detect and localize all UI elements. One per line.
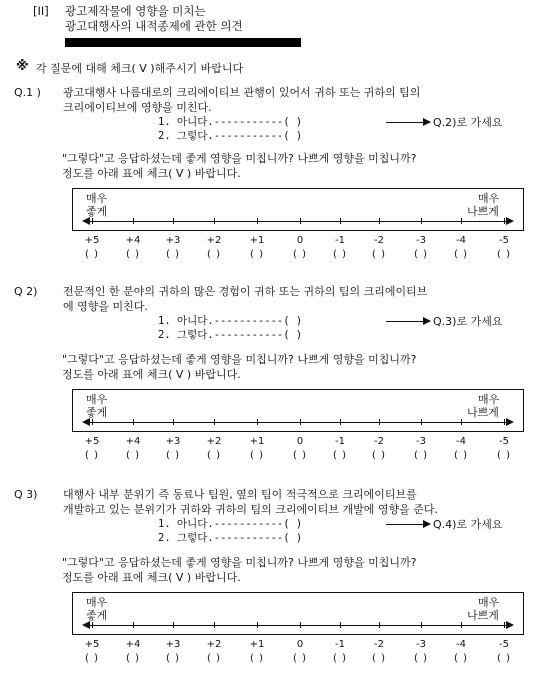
scale-tick: [133, 419, 134, 425]
scale-tick: [504, 622, 505, 628]
scale-point-label: -3: [416, 235, 426, 246]
scale-checkbox[interactable]: ( ): [333, 450, 347, 461]
scale-checkbox[interactable]: ( ): [250, 653, 264, 664]
scale-point-label: -3: [416, 639, 426, 650]
scale-tick: [257, 622, 258, 628]
scale-tick: [421, 419, 422, 425]
scale-point-label: +4: [125, 436, 141, 447]
scale-right-label-1: 매우: [478, 596, 500, 609]
scale-checkbox[interactable]: ( ): [497, 450, 511, 461]
question-text-line-1: 전문적인 한 분야의 귀하의 많은 경험이 귀하 또는 귀하의 팀의 크리에이티브: [63, 285, 428, 298]
scale-tick: [379, 419, 380, 425]
scale-tick: [214, 218, 215, 224]
question-text-line-2: 에 영향을 미친다.: [63, 300, 148, 313]
followup-question: "그렇다"고 응답하셨는데 좋게 영향을 미칩니까? 나쁘게 영향을 미칩니까?: [62, 556, 417, 569]
scale-tick: [421, 622, 422, 628]
scale-checkbox[interactable]: ( ): [414, 450, 428, 461]
scale-point-label: -2: [374, 436, 384, 447]
scale-checkbox[interactable]: ( ): [126, 450, 140, 461]
scale-right-label-2: 나쁘게: [467, 609, 499, 622]
scale-point-label: -4: [456, 436, 466, 447]
scale-tick: [340, 622, 341, 628]
option-yes[interactable]: 2. 그렇다.-----------( ): [158, 329, 303, 341]
scale-checkbox[interactable]: ( ): [454, 249, 468, 260]
scale-point-label: -5: [499, 639, 509, 650]
scale-point-label: -1: [335, 436, 345, 447]
rating-scale-box: [72, 592, 524, 635]
scale-point-label: +1: [249, 436, 265, 447]
title-line-2: 광고대행사의 내적종제에 관한 의견: [65, 19, 243, 33]
option-yes[interactable]: 2. 그렇다.-----------( ): [158, 532, 303, 544]
question-text-line-1: 대행사 내부 분위기 즉 동료나 팀원, 옆의 팀이 적극적으로 크리에이티브를: [63, 488, 417, 501]
scale-tick: [421, 218, 422, 224]
scale-tick: [214, 419, 215, 425]
scale-checkbox[interactable]: ( ): [126, 249, 140, 260]
scale-axis-arrow: [84, 422, 512, 423]
followup-question: "그렇다"고 응답하셨는데 좋게 영향을 미칩니까? 나쁘게 영향을 미칩니까?: [62, 353, 417, 366]
scale-checkbox[interactable]: ( ): [207, 450, 221, 461]
scale-tick: [173, 622, 174, 628]
option-no[interactable]: 1. 아니다.-----------( ): [158, 518, 303, 530]
scale-checkbox[interactable]: ( ): [166, 249, 180, 260]
scale-point-label: +2: [206, 235, 222, 246]
question-number: Q 3): [14, 488, 38, 501]
scale-tick: [133, 218, 134, 224]
scale-tick: [214, 622, 215, 628]
rating-scale-box: [72, 389, 524, 432]
scale-point-label: +4: [125, 235, 141, 246]
arrow-right-icon: [386, 524, 430, 525]
scale-point-label: -3: [416, 436, 426, 447]
scale-point-label: +4: [125, 639, 141, 650]
scale-checkbox[interactable]: ( ): [250, 249, 264, 260]
scale-checkbox[interactable]: ( ): [414, 249, 428, 260]
scale-tick: [504, 419, 505, 425]
scale-checkbox[interactable]: ( ): [207, 653, 221, 664]
scale-tick: [173, 218, 174, 224]
scale-right-label-1: 매우: [478, 192, 500, 205]
scale-point-label: 0: [296, 639, 304, 650]
scale-point-label: -5: [499, 235, 509, 246]
scale-tick: [300, 622, 301, 628]
scale-tick: [257, 218, 258, 224]
question-number: Q 2): [14, 285, 38, 298]
scale-point-label: +5: [84, 436, 100, 447]
scale-right-label-2: 나쁘게: [467, 406, 499, 419]
followup-question: "그렇다"고 응답하셨는데 좋게 영향을 미칩니까? 나쁘게 영향을 미칩니까?: [62, 152, 417, 165]
scale-point-label: -5: [499, 436, 509, 447]
option-no[interactable]: 1. 아니다.-----------( ): [158, 116, 303, 128]
section-label: [II]: [33, 4, 49, 18]
scale-tick: [461, 622, 462, 628]
scale-checkbox[interactable]: ( ): [85, 450, 99, 461]
scale-tick: [257, 419, 258, 425]
scale-tick: [173, 419, 174, 425]
scale-tick: [461, 419, 462, 425]
scale-checkbox[interactable]: ( ): [166, 653, 180, 664]
scale-point-label: +5: [84, 639, 100, 650]
scale-point-label: +3: [165, 639, 181, 650]
title-line-1: 광고제작물에 영향을 미치는: [65, 4, 206, 18]
scale-checkbox[interactable]: ( ): [454, 653, 468, 664]
scale-checkbox[interactable]: ( ): [497, 653, 511, 664]
goto-next-question: Q.4)로 가세요: [433, 518, 503, 531]
scale-checkbox[interactable]: ( ): [372, 249, 386, 260]
scale-checkbox[interactable]: ( ): [207, 249, 221, 260]
scale-tick: [379, 218, 380, 224]
scale-point-label: 0: [296, 436, 304, 447]
reference-mark-icon: ※: [16, 59, 29, 74]
scale-point-label: +2: [206, 436, 222, 447]
scale-left-label-2: 좋게: [86, 205, 108, 218]
scale-tick: [340, 218, 341, 224]
instruction-text: 각 질문에 대해 체크( V )해주시기 바랍니다: [36, 62, 244, 75]
scale-point-label: +5: [84, 235, 100, 246]
scale-tick: [300, 218, 301, 224]
scale-checkbox[interactable]: ( ): [85, 249, 99, 260]
scale-checkbox[interactable]: ( ): [126, 653, 140, 664]
scale-left-label-1: 매우: [86, 192, 108, 205]
scale-point-label: +1: [249, 235, 265, 246]
scale-tick: [92, 622, 93, 628]
followup-instruction: 정도를 아래 표에 체크( V ) 바랍니다.: [62, 167, 241, 180]
scale-checkbox[interactable]: ( ): [333, 249, 347, 260]
scale-checkbox[interactable]: ( ): [293, 249, 307, 260]
scale-checkbox[interactable]: ( ): [454, 450, 468, 461]
scale-tick: [379, 622, 380, 628]
scale-point-label: -1: [335, 639, 345, 650]
scale-tick: [92, 419, 93, 425]
followup-instruction: 정도를 아래 표에 체크( V ) 바랍니다.: [62, 571, 241, 584]
scale-left-label-1: 매우: [86, 596, 108, 609]
arrow-right-icon: [386, 122, 430, 123]
question-text-line-1: 광고대행사 나름대로의 크리에이티브 관행이 있어서 귀하 또는 귀하의 팀의: [63, 86, 421, 99]
goto-next-question: Q.3)로 가세요: [433, 315, 503, 328]
scale-point-label: -1: [335, 235, 345, 246]
title-underline-bar: [65, 38, 301, 47]
scale-point-label: +2: [206, 639, 222, 650]
scale-tick: [92, 218, 93, 224]
question-text-line-2: 개발하고 있는 분위기가 귀하와 귀하의 팀의 크리에이티브 개발에 영향을 준다.: [63, 503, 438, 516]
option-yes[interactable]: 2. 그렇다.-----------( ): [158, 130, 303, 142]
scale-point-label: +3: [165, 235, 181, 246]
option-no[interactable]: 1. 아니다.-----------( ): [158, 315, 303, 327]
scale-left-label-2: 좋게: [86, 406, 108, 419]
scale-tick: [461, 218, 462, 224]
scale-left-label-2: 좋게: [86, 609, 108, 622]
scale-point-label: +3: [165, 436, 181, 447]
scale-point-label: +1: [249, 639, 265, 650]
scale-checkbox[interactable]: ( ): [250, 450, 264, 461]
scale-tick: [133, 622, 134, 628]
goto-next-question: Q.2)로 가세요: [433, 116, 503, 129]
scale-right-label-1: 매우: [478, 393, 500, 406]
scale-left-label-1: 매우: [86, 393, 108, 406]
scale-point-label: -4: [456, 639, 466, 650]
followup-instruction: 정도를 아래 표에 체크( V ) 바랍니다.: [62, 368, 241, 381]
scale-tick: [504, 218, 505, 224]
rating-scale-box: [72, 188, 524, 231]
arrow-right-icon: [386, 321, 430, 322]
scale-checkbox[interactable]: ( ): [293, 653, 307, 664]
scale-checkbox[interactable]: ( ): [85, 653, 99, 664]
scale-axis-arrow: [84, 221, 512, 222]
scale-tick: [300, 419, 301, 425]
question-text-line-2: 크리에이티브에 영향을 미친다.: [63, 101, 212, 114]
scale-axis-arrow: [84, 625, 512, 626]
scale-point-label: 0: [296, 235, 304, 246]
scale-checkbox[interactable]: ( ): [372, 653, 386, 664]
scale-checkbox[interactable]: ( ): [293, 450, 307, 461]
scale-checkbox[interactable]: ( ): [372, 450, 386, 461]
scale-checkbox[interactable]: ( ): [497, 249, 511, 260]
question-number: Q.1 ): [14, 86, 41, 99]
scale-tick: [340, 419, 341, 425]
scale-checkbox[interactable]: ( ): [414, 653, 428, 664]
scale-point-label: -2: [374, 639, 384, 650]
scale-checkbox[interactable]: ( ): [333, 653, 347, 664]
scale-checkbox[interactable]: ( ): [166, 450, 180, 461]
scale-point-label: -4: [456, 235, 466, 246]
scale-right-label-2: 나쁘게: [467, 205, 499, 218]
scale-point-label: -2: [374, 235, 384, 246]
